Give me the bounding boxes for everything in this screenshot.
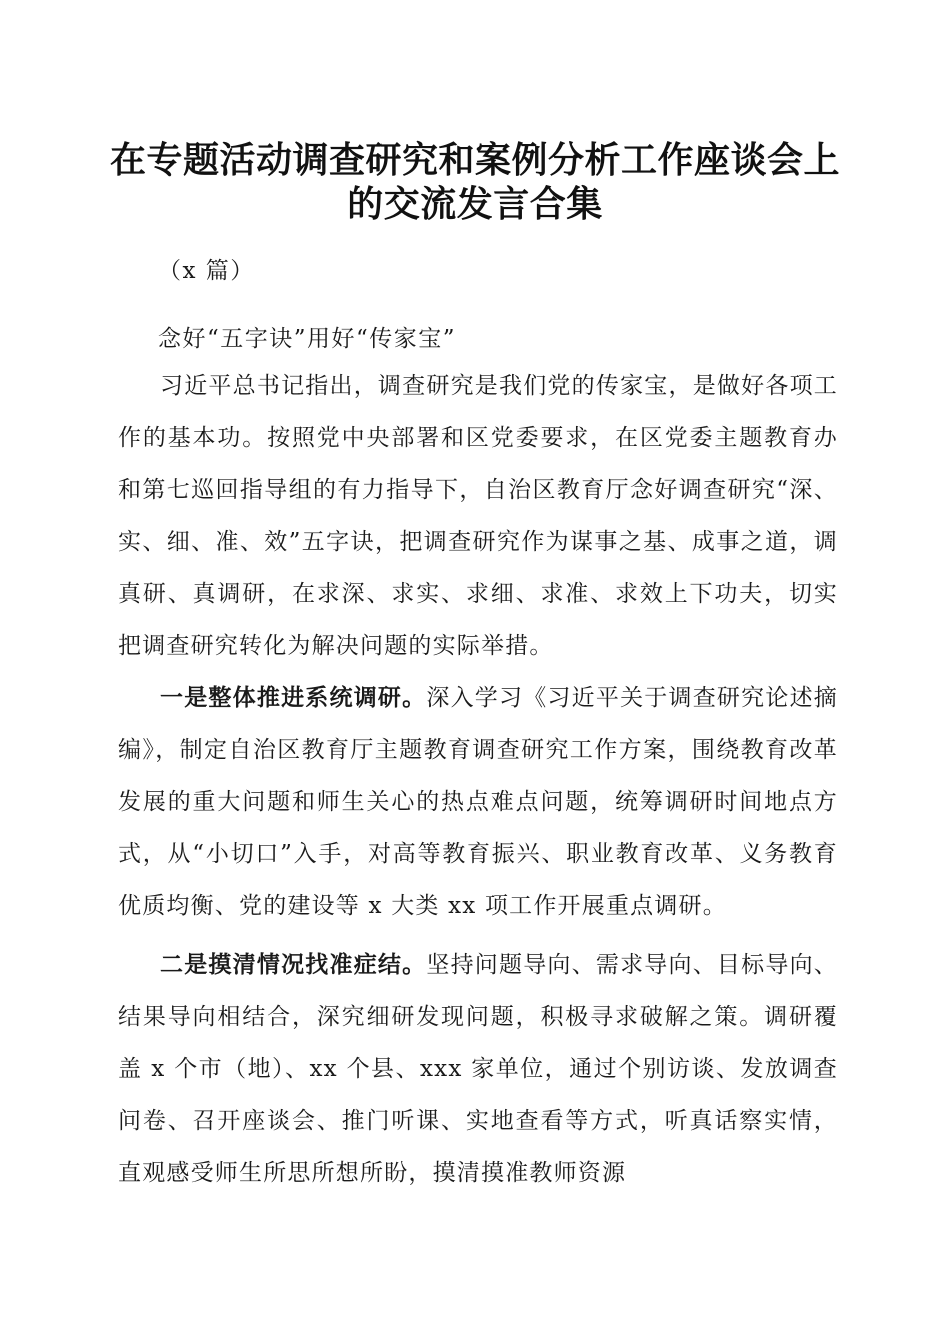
paragraph-2-lead: 二是摸清情况找准症结。 [160,951,427,978]
paragraph-1 [118,672,838,932]
document-title-line-2: 的交流发言合集 [347,183,603,225]
paragraph-1-text: 深入学习《习近平关于调查研究论述摘编》，制定自治区教育厅主题教育调查研究工作方案，围绕教育改革发展的重大问题和师生关心的热点难点问题，统筹调研时间地点方式，从“小切口”入手，对高等教育振兴、职业教育改革、义务教育优质均衡、党的建设等 x 大类 xx 项工作开展重点调研。 [118,685,838,919]
paragraph-intro-text: 习近平总书记指出，调查研究是我们党的传家宝，是做好各项工作的基本功。按照党中央部署和区党委要求，在区党委主题教育办和第七巡回指导组的有力指导下，自治区教育厅念好调查研究“深、实、细、准、效”五字诀，把调查研究作为谋事之基、成事之道，调真研、真调研，在求深、求实、求细、求准、求效上下功夫，切实把调查研究转化为解决问题的实际举措。 [118,373,838,659]
paragraph-intro [118,360,838,672]
document-title-line-1: 在专题活动调查研究和案例分析工作座谈会上 [109,139,840,181]
paragraph-2 [118,939,838,1186]
article-count-label: （x 篇） [158,258,255,284]
paragraph-1-lead: 一是整体推进系统调研。 [160,684,427,711]
article-subheading: 念好“五字诀”用好“传家宝” [158,326,457,352]
paragraph-2-text: 坚持问题导向、需求导向、目标导向、结果导向相结合，深究细研发现问题，积极寻求破解之策。调研覆盖 x 个市（地）、xx 个县、xxx 家单位，通过个别访谈、发放调查问卷、召开座谈会、推门听课、实地查看等方式，听真话察实情，直观感受师生所思所想所盼，摸清摸准教师资源 [118,952,838,1186]
